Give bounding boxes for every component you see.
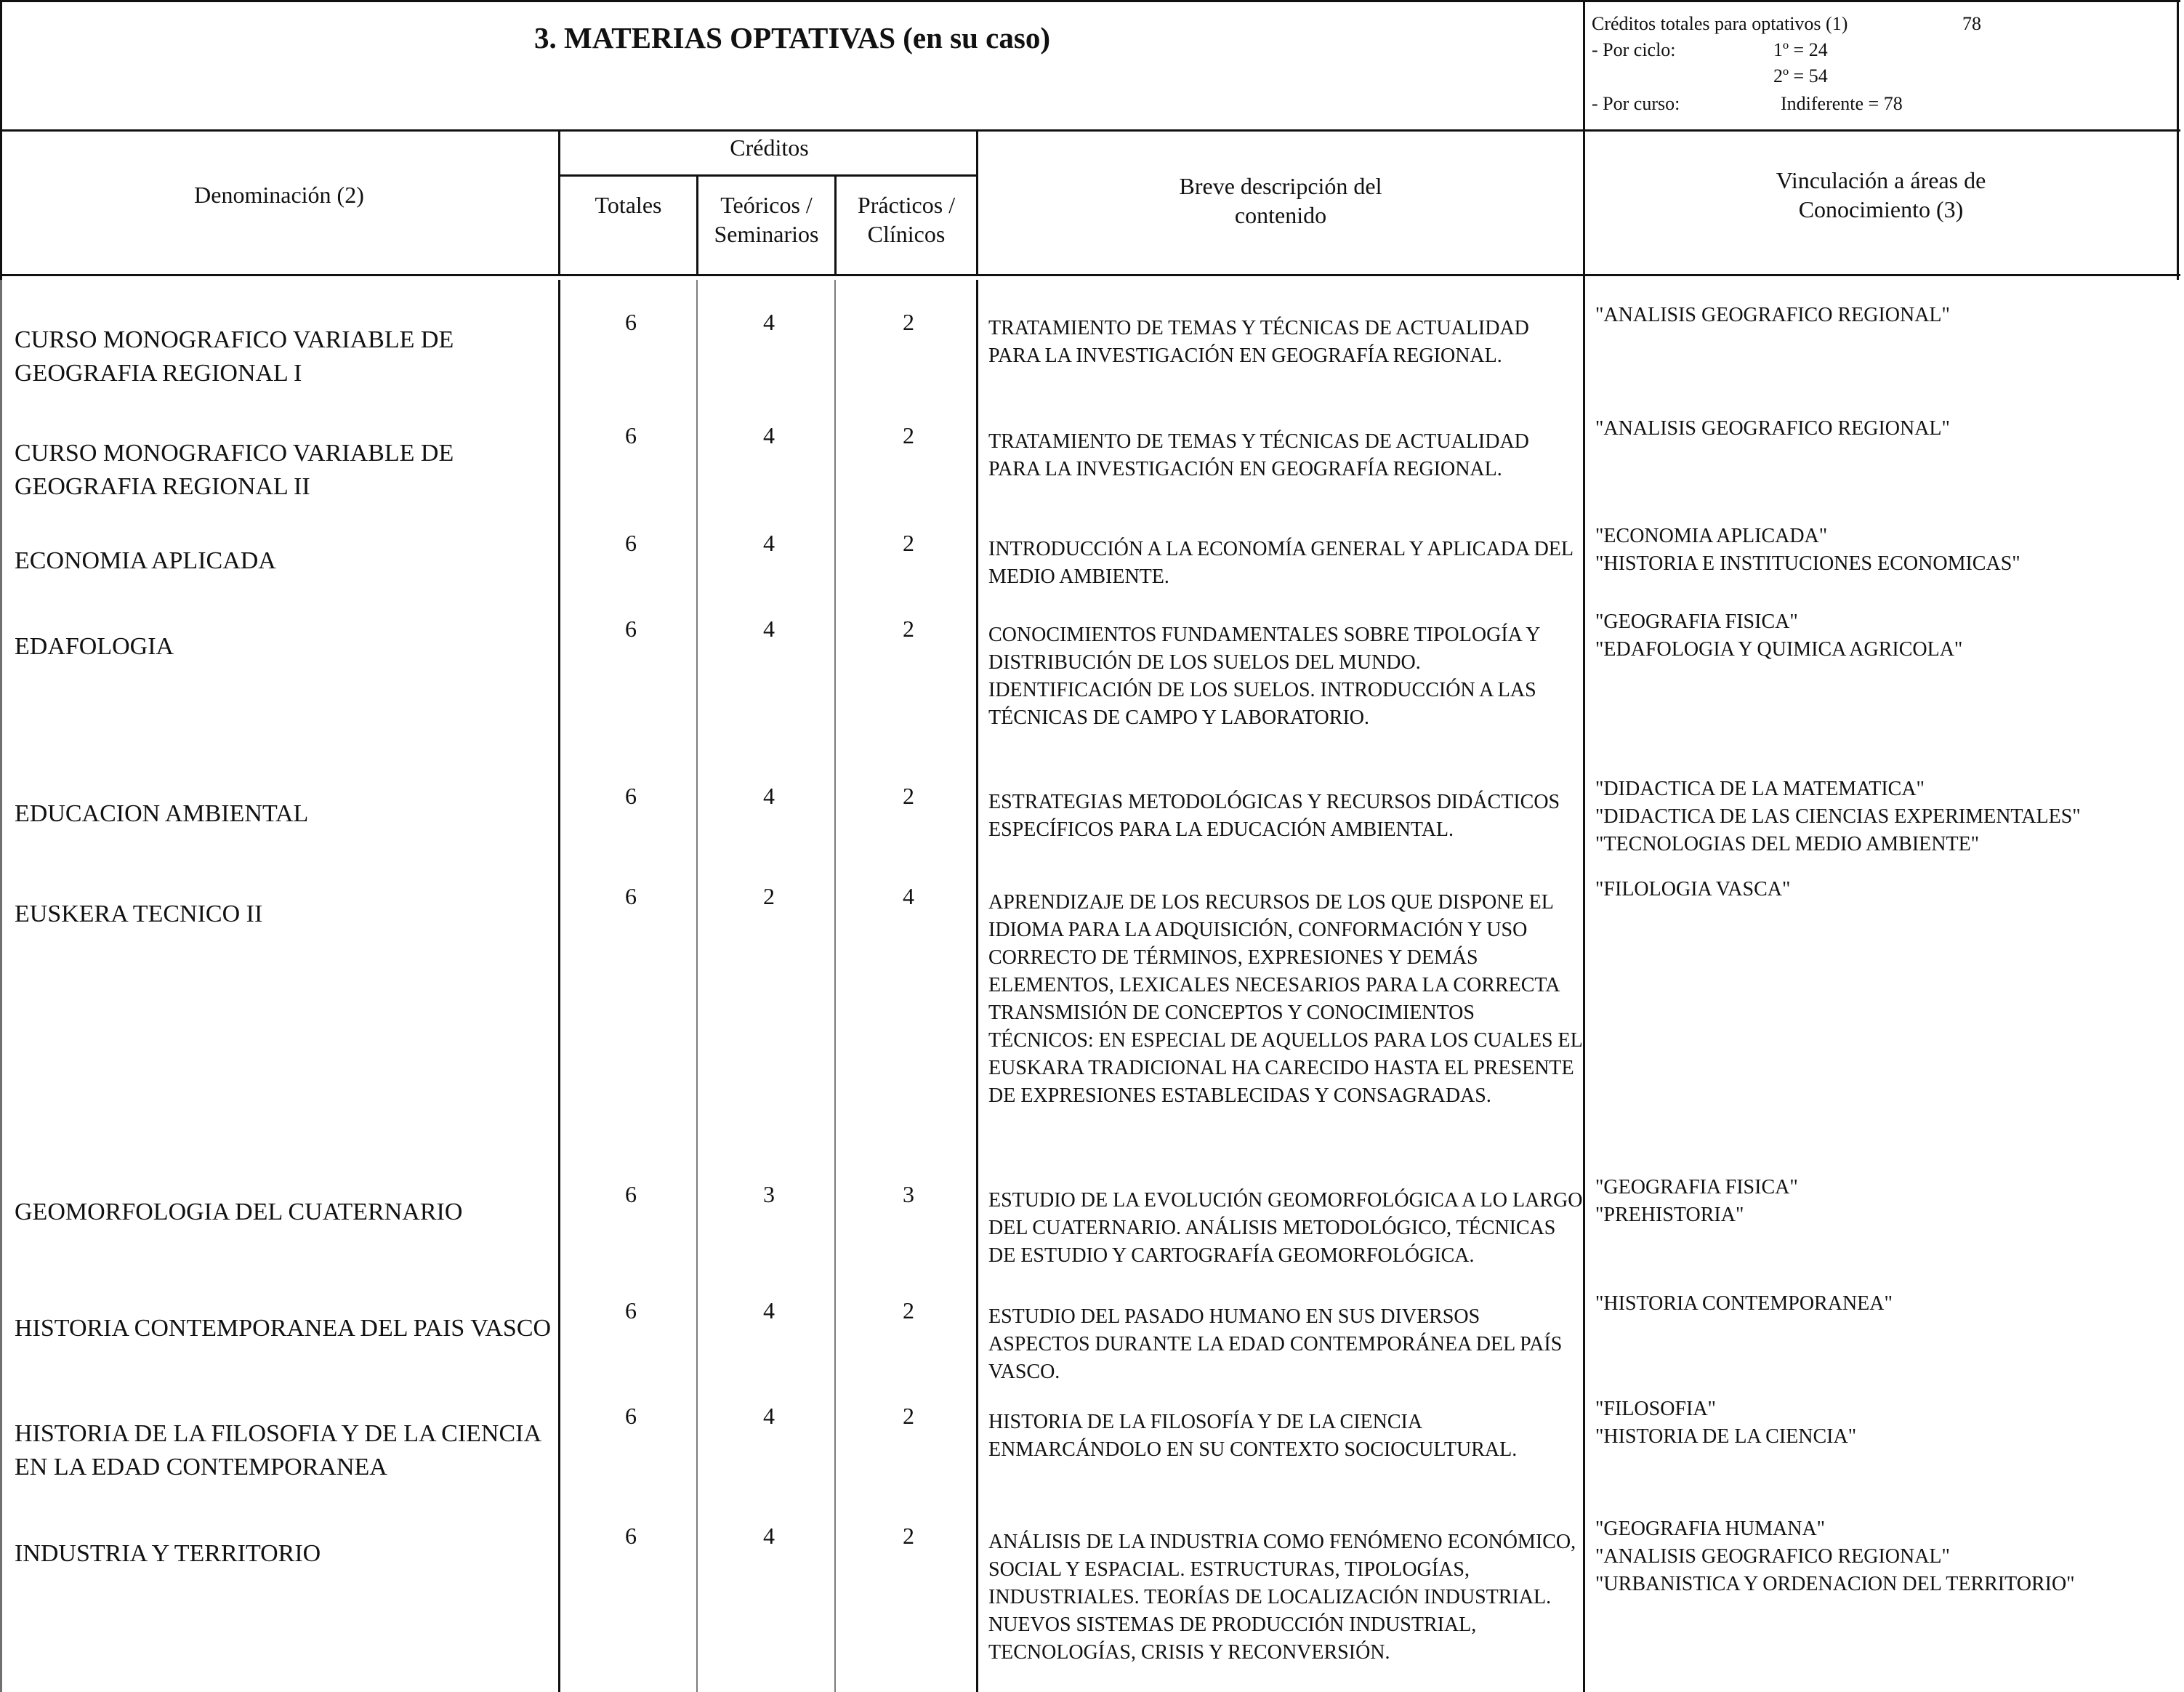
credits-teoricos: 4 [763,422,775,448]
subject-name: GEOMORFOLOGIA DEL CUATERNARIO [15,1198,463,1225]
table-row [0,1290,2184,1383]
header-descripcion [978,172,1583,230]
credits-practicos: 2 [903,783,914,809]
body-rule-col-2 [696,280,698,1692]
rule-title-bottom [0,129,2180,132]
header-vinculacion-line2: Conocimiento (3) [1798,196,1964,222]
header-practicos [837,190,976,249]
header-practicos-line2: Clínicos [867,221,946,247]
subject-name: CURSO MONOGRAFICO VARIABLE DE GEOGRAFIA REGIONAL II [15,440,454,500]
table-row [0,876,2184,1107]
subject-name: EDUCACION AMBIENTAL [15,800,309,827]
header-denominacion: Denominación (2) [194,182,364,208]
rule-header-bottom [0,274,2180,276]
credits-totales: 6 [625,883,637,909]
subject-description: ESTUDIO DE LA EVOLUCIÓN GEOMORFOLÓGICA A LO LARGO DEL CUATERNARIO. ANÁLISIS METODOLÓGICO, TÉCNICAS DE ESTUDIO Y CARTOGRAFÍA GEOMORFOLÓGICA. [988,1189,1583,1267]
header-creditos: Créditos [730,134,809,161]
knowledge-areas: "HISTORIA CONTEMPORANEA" [1595,1292,1893,1315]
subject-description: ESTRATEGIAS METODOLÓGICAS Y RECURSOS DIDÁCTICOS ESPECÍFICOS PARA LA EDUCACIÓN AMBIENTAL. [988,791,1560,841]
table-row [0,1174,2184,1267]
credits-teoricos: 4 [763,1297,775,1324]
credits-totales: 6 [625,422,637,448]
credits-total-label: Créditos totales para optativos (1) [1592,13,1848,34]
table-row [0,608,2184,729]
credits-practicos: 3 [903,1181,914,1207]
credits-practicos: 2 [903,616,914,642]
header-vinculacion [1585,166,2177,224]
header-descripcion-line1: Breve descripción del [1179,173,1382,199]
knowledge-areas: "GEOGRAFIA FISICA" "PREHISTORIA" [1595,1176,1798,1226]
section-title: 3. MATERIAS OPTATIVAS (en su caso) [534,21,1050,55]
table-row [0,1515,2184,1664]
credits-practicos: 2 [903,422,914,448]
subject-description: CONOCIMIENTOS FUNDAMENTALES SOBRE TIPOLOGÍA Y DISTRIBUCIÓN DE LOS SUELOS DEL MUNDO. IDENTIFICACIÓN DE LOS SUELOS. INTRODUCCIÓN A LAS TÉCNICAS DE CAMPO Y LABORATORIO. [988,624,1540,729]
credits-totales: 6 [625,1181,637,1207]
credits-totales: 6 [625,309,637,335]
header-totales: Totales [595,192,662,218]
subject-description: HISTORIA DE LA FILOSOFÍA Y DE LA CIENCIA ENMARCÁNDOLO EN SU CONTEXTO SOCIOCULTURAL. [988,1411,1518,1461]
credits-practicos: 4 [903,883,914,909]
knowledge-areas: "ANALISIS GEOGRAFICO REGIONAL" [1595,417,1950,440]
credits-totales: 6 [625,1523,637,1549]
credits-practicos: 2 [903,1523,914,1549]
credits-teoricos: 4 [763,309,775,335]
credits-ciclo-2: 2º = 54 [1773,65,1828,86]
body-rule-col-4 [976,280,978,1692]
subject-description: APRENDIZAJE DE LOS RECURSOS DE LOS QUE DISPONE EL IDIOMA PARA LA ADQUISICIÓN, CONFORMACIÓN Y USO CORRECTO DE TÉRMINOS, EXPRESIONES Y DEMÁS ELEMENTOS, LEXICALES NECESARIOS PARA LA CORRECTA TRANSMISIÓN DE CONCEPTOS Y CONOCIMIENTOS TÉCNICOS: EN ESPECIAL DE AQUELLOS PARA LOS CUALES EL EUSKARA TRADICIONAL HA CARECIDO HASTA EL PRESENTE DE EXPRESIONES ESTABLECIDAS Y CONSAGRADAS. [988,891,1582,1107]
body-rule-col-1 [558,280,560,1692]
credits-practicos: 2 [903,1297,914,1324]
credits-totales: 6 [625,1297,637,1324]
table-row [0,1395,2184,1480]
header-teoricos-line1: Teóricos / [720,192,813,218]
credits-practicos: 2 [903,309,914,335]
credits-curso-line [1592,90,1903,118]
body-rule-col-3 [834,280,836,1692]
subject-name: INDUSTRIA Y TERRITORIO [15,1540,321,1567]
subject-name: HISTORIA CONTEMPORANEA DEL PAIS VASCO [15,1315,552,1342]
header-teoricos [698,190,834,249]
subject-name: CURSO MONOGRAFICO VARIABLE DE GEOGRAFIA REGIONAL I [15,326,454,387]
credits-teoricos: 4 [763,783,775,809]
credits-teoricos: 2 [763,883,775,909]
credits-curso-value: Indiferente = 78 [1781,93,1903,114]
subject-name: ECONOMIA APLICADA [15,547,276,574]
knowledge-areas: "DIDACTICA DE LA MATEMATICA" "DIDACTICA DE LAS CIENCIAS EXPERIMENTALES" "TECNOLOGIAS DEL MEDIO AMBIENTE" [1595,778,2081,855]
knowledge-areas: "GEOGRAFIA FISICA" "EDAFOLOGIA Y QUIMICA AGRICOLA" [1595,611,1963,661]
subject-name: EUSKERA TECNICO II [15,901,263,927]
knowledge-areas: "FILOSOFIA" "HISTORIA DE LA CIENCIA" [1595,1398,1857,1448]
credits-totales: 6 [625,1403,637,1429]
header-teoricos-line2: Seminarios [714,221,819,247]
header-practicos-line1: Prácticos / [857,192,956,218]
header-descripcion-line2: contenido [1234,202,1327,228]
table-header [0,0,2184,280]
credits-ciclo-1: 1º = 24 [1773,39,1828,60]
subject-description: ESTUDIO DEL PASADO HUMANO EN SUS DIVERSOS ASPECTOS DURANTE LA EDAD CONTEMPORÁNEA DEL PAÍS VASCO. [988,1305,1563,1383]
credits-totales: 6 [625,530,637,556]
credits-totales: 6 [625,783,637,809]
credits-teoricos: 4 [763,1523,775,1549]
credits-teoricos: 4 [763,530,775,556]
credits-practicos: 2 [903,1403,914,1429]
rule-right [2177,0,2179,280]
credits-ciclo-label: - Por ciclo: [1592,39,1676,60]
knowledge-areas: "GEOGRAFIA HUMANA" "ANALISIS GEOGRAFICO REGIONAL" "URBANISTICA Y ORDENACION DEL TERRITORIO" [1595,1518,2075,1595]
credits-total-value: 78 [1962,13,1981,34]
credits-curso-label: - Por curso: [1592,93,1680,114]
credits-teoricos: 4 [763,1403,775,1429]
rule-top [0,0,2180,2]
credits-practicos: 2 [903,530,914,556]
credits-ciclo-line [1592,36,1828,64]
subject-name: EDAFOLOGIA [15,633,174,660]
subject-description: INTRODUCCIÓN A LA ECONOMÍA GENERAL Y APLICADA DEL MEDIO AMBIENTE. [988,538,1573,588]
credits-total-line [1592,10,1981,38]
knowledge-areas: "ANALISIS GEOGRAFICO REGIONAL" [1595,304,1950,326]
body-rule-left [0,280,2,1692]
rule-creditos-sub [558,174,978,177]
subject-description: ANÁLISIS DE LA INDUSTRIA COMO FENÓMENO ECONÓMICO, SOCIAL Y ESPACIAL. ESTRUCTURAS, TIPOLOGÍAS, INDUSTRIALES. TEORÍAS DE LOCALIZACIÓN INDUSTRIAL. NUEVOS SISTEMAS DE PRODUCCIÓN INDUSTRIAL, TECNOLOGÍAS, CRISIS Y RECONVERSIÓN. [988,1531,1576,1664]
credits-teoricos: 4 [763,616,775,642]
credits-teoricos: 3 [763,1181,775,1207]
subject-name: HISTORIA DE LA FILOSOFIA Y DE LA CIENCIA EN LA EDAD CONTEMPORANEA [15,1420,541,1480]
table-body [0,280,2184,1692]
credits-totales: 6 [625,616,637,642]
subject-description: TRATAMIENTO DE TEMAS Y TÉCNICAS DE ACTUALIDAD PARA LA INVESTIGACIÓN EN GEOGRAFÍA REGIONAL. [988,317,1529,367]
subject-description: TRATAMIENTO DE TEMAS Y TÉCNICAS DE ACTUALIDAD PARA LA INVESTIGACIÓN EN GEOGRAFÍA REGIONAL. [988,430,1529,480]
knowledge-areas: "ECONOMIA APLICADA" "HISTORIA E INSTITUCIONES ECONOMICAS" [1595,525,2020,575]
table-row [0,415,2184,500]
knowledge-areas: "FILOLOGIA VASCA" [1595,878,1791,901]
header-vinculacion-line1: Vinculación a áreas de [1776,167,1986,193]
